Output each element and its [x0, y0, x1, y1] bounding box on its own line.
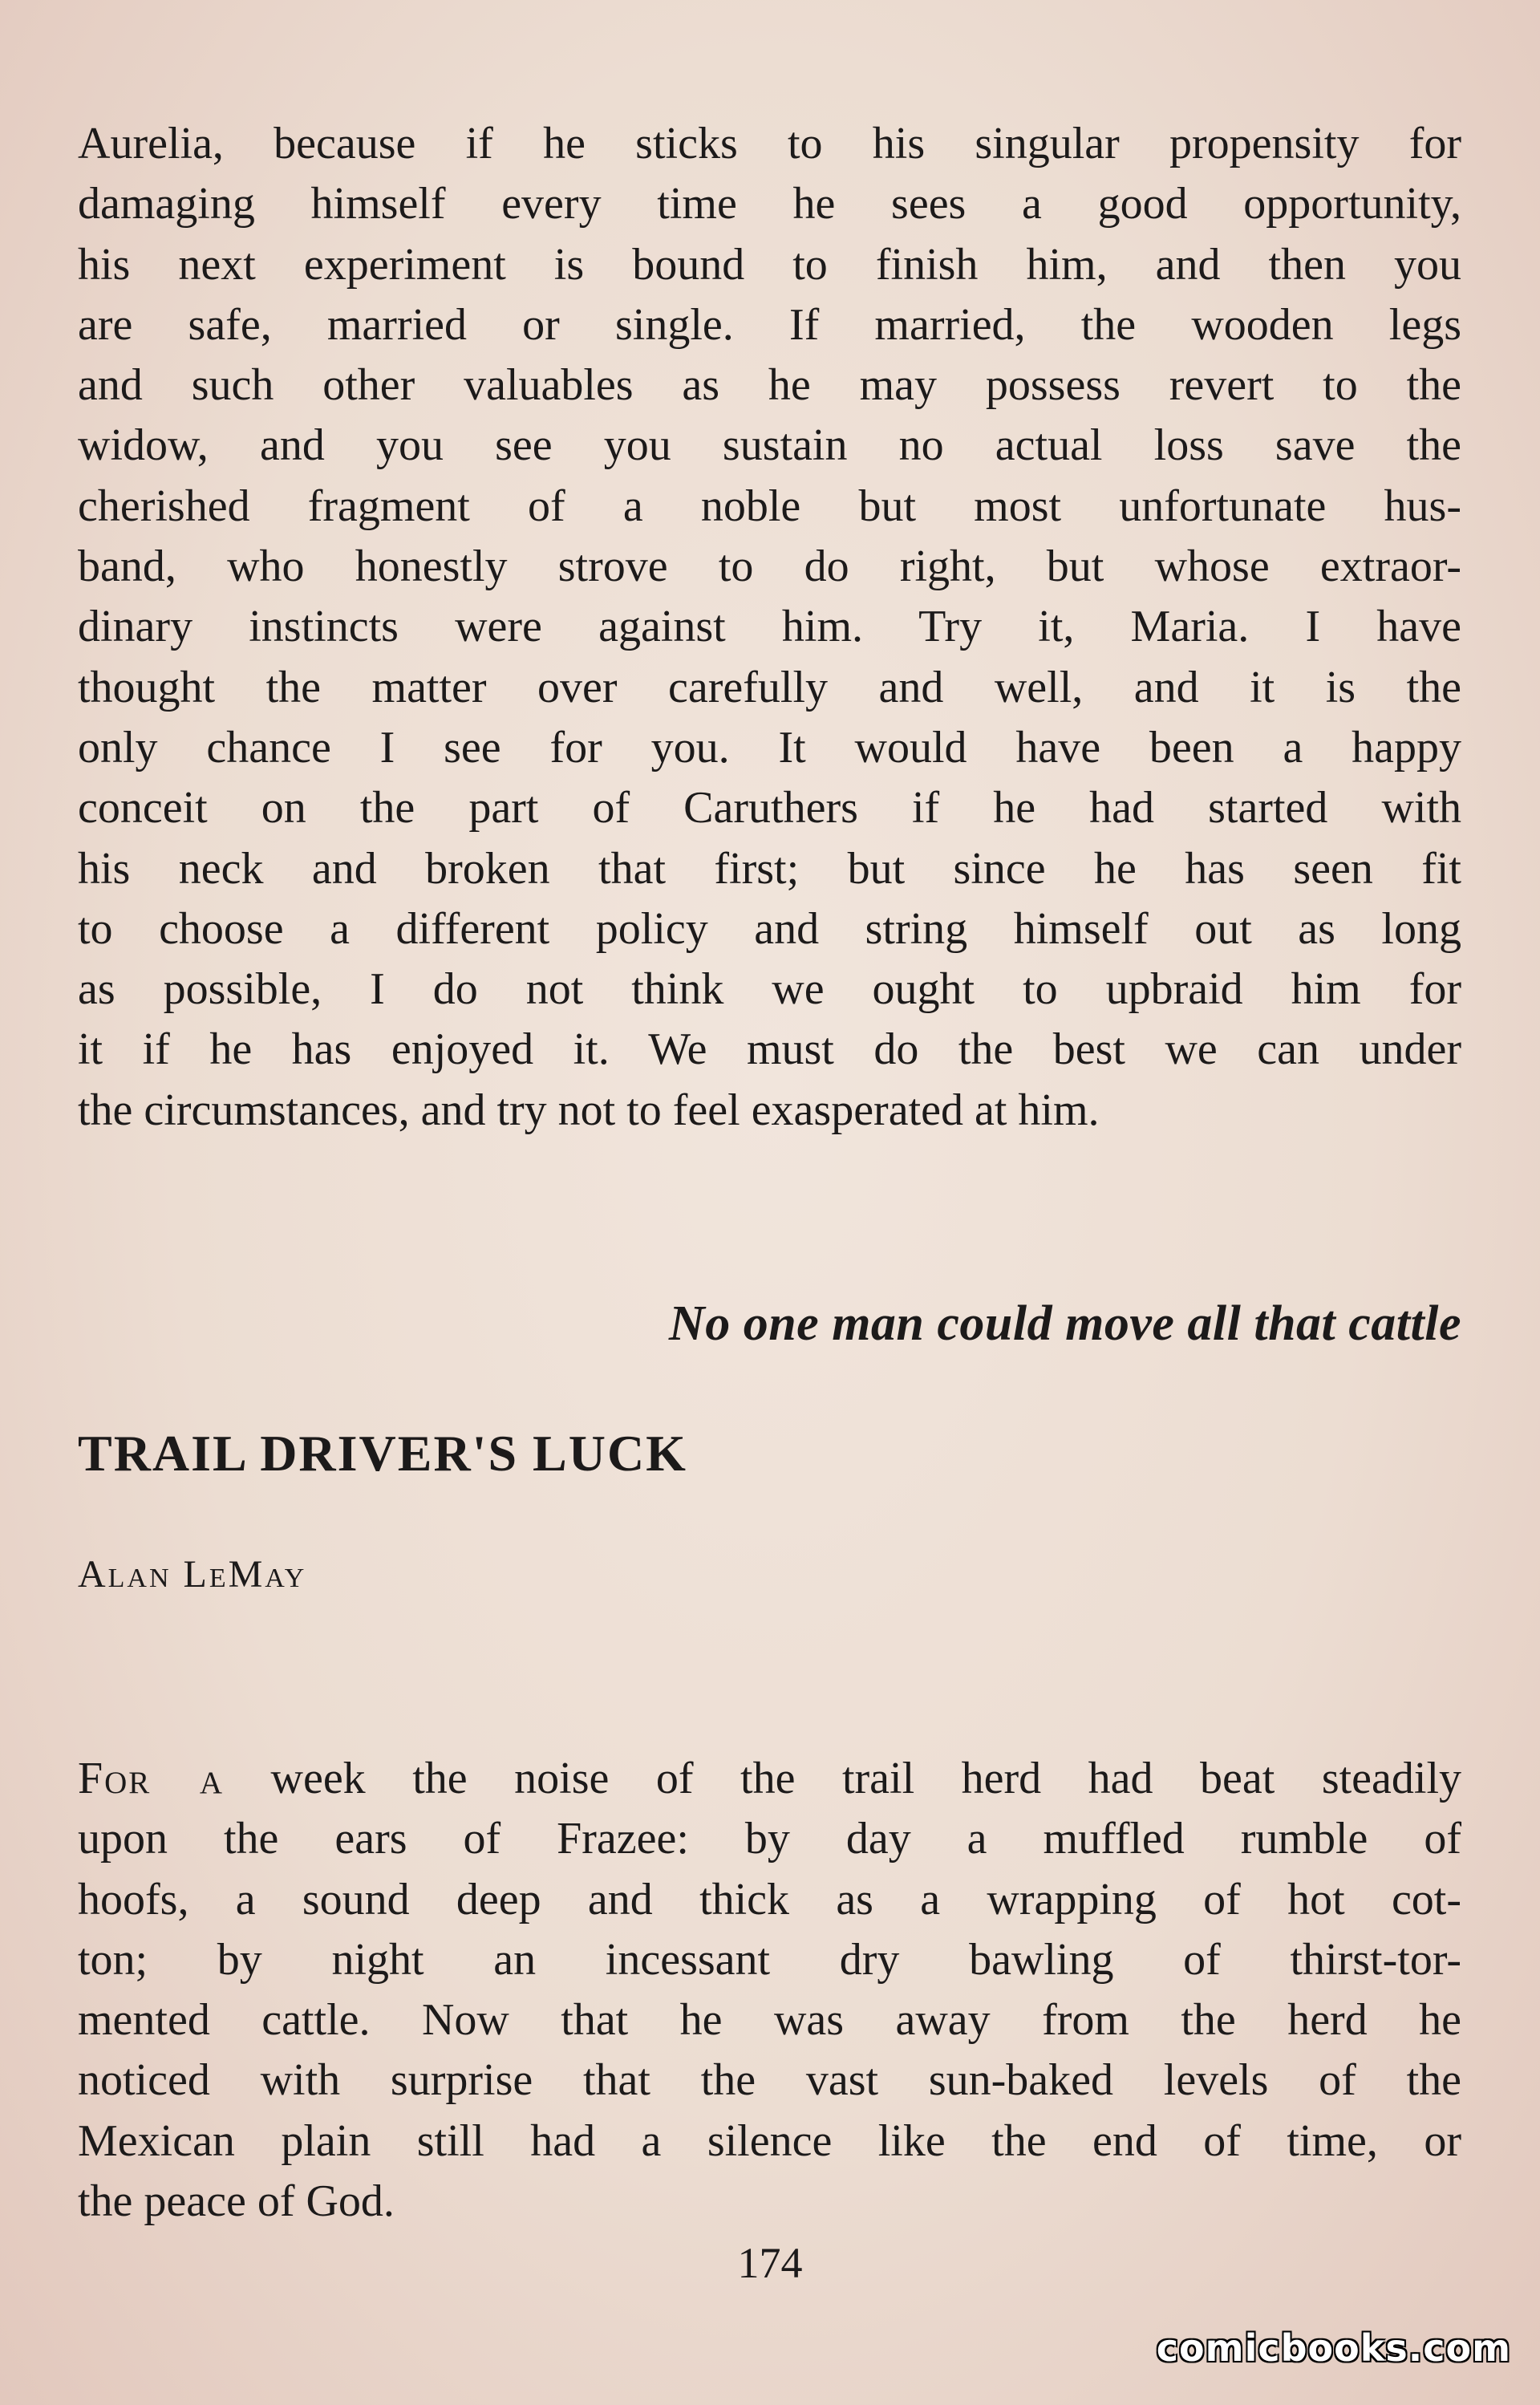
text-line: upon the ears of Frazee: by day a muffled rumble of [78, 1814, 1461, 1864]
text-line: thought the matter over carefully and well, and it is the [78, 662, 1461, 712]
page-number: 174 [737, 2239, 803, 2287]
text-line: Aurelia, because if he sticks to his singular propensity for [78, 119, 1461, 168]
text-line: noticed with surprise that the vast sun-baked levels of the [78, 2055, 1461, 2106]
story-tagline: No one man could move all that cattle [668, 1296, 1461, 1351]
text-line: band, who honestly strove to do right, but whose extraor- [78, 541, 1461, 592]
text-line [78, 1749, 1461, 1809]
text-line: cherished fragment of a noble but most unfortunate hus- [78, 481, 1461, 531]
text-line: are safe, married or single. If married, the wooden legs [78, 299, 1461, 350]
text-line: his next experiment is bound to finish him, and then you [78, 239, 1461, 290]
story-opening-paragraph [78, 1749, 1461, 2232]
text-line: to choose a different policy and string himself out as long [78, 903, 1461, 954]
opening-small-caps: For a [78, 1754, 225, 1803]
text-line: conceit on the part of Caruthers if he had started with [78, 783, 1461, 833]
text-line: the peace of God. [78, 2176, 395, 2227]
watermark: comicbooks.com [1156, 2326, 1511, 2370]
text-line: ton; by night an incessant dry bawling of thirst-tor- [78, 1934, 1461, 1985]
text-line: as possible, I do not think we ought to upbraid him for [78, 964, 1461, 1015]
text-line: his neck and broken that first; but since he has seen fit [78, 843, 1461, 894]
text-line: hoofs, a sound deep and thick as a wrapping of hot cot- [78, 1874, 1461, 1924]
text-line: the circumstances, and try not to feel exasperated at him. [78, 1085, 1100, 1135]
text-line: it if he has enjoyed it. We must do the best we can under [78, 1024, 1461, 1075]
story-title: TRAIL DRIVER'S LUCK [78, 1425, 687, 1482]
text-line: widow, and you see you sustain no actual loss save the [78, 420, 1461, 471]
text-line: Mexican plain still had a silence like the end of time, or [78, 2115, 1461, 2166]
text-line: and such other valuables as he may possess revert to the [78, 360, 1461, 411]
text-line: dinary instincts were against him. Try it, Maria. I have [78, 602, 1461, 652]
text-line: damaging himself every time he sees a good opportunity, [78, 179, 1461, 229]
text-line: mented cattle. Now that he was away from the herd he [78, 1995, 1461, 2046]
story-author: Alan LeMay [78, 1553, 307, 1596]
continued-paragraph [78, 114, 1461, 1141]
text-line-rest: week the noise of the trail herd had beat steadily [224, 1754, 1461, 1803]
text-line: only chance I see for you. It would have been a happy [78, 722, 1461, 773]
